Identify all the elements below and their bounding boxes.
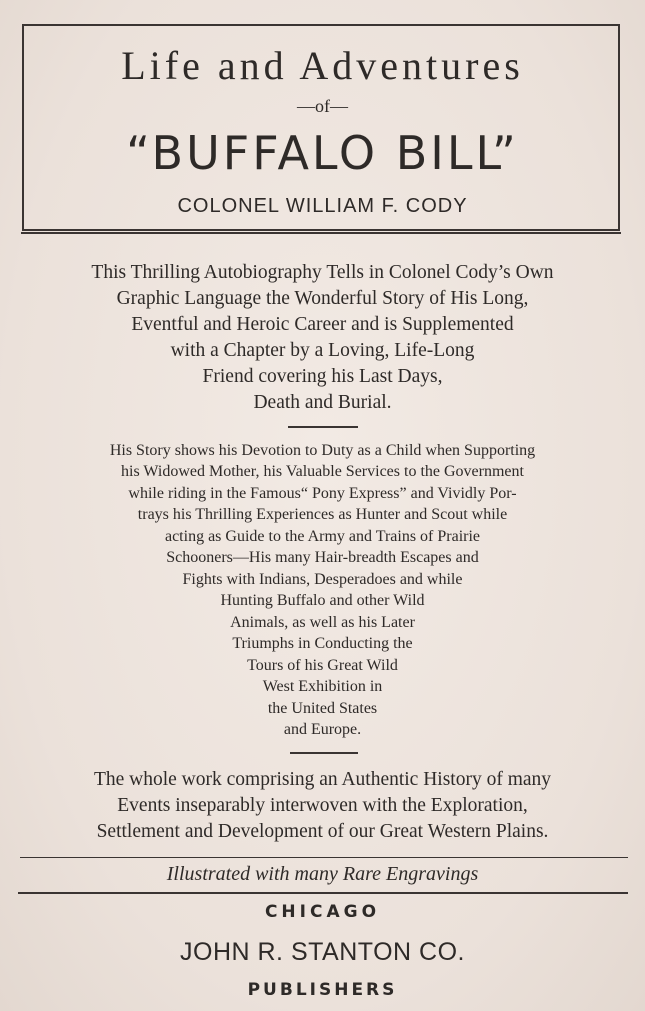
intro-line: Friend covering his Last Days, xyxy=(202,366,443,387)
story-line: and Europe. xyxy=(283,721,362,738)
story-line: Schooners—His many Hair-breadth Escapes and xyxy=(166,549,479,566)
publishers-label: PUBLISHERS xyxy=(247,980,398,1000)
short-divider xyxy=(288,426,358,428)
summary-line: Events inseparably interwoven with the Exploration, xyxy=(117,795,528,816)
story-line: West Exhibition in xyxy=(262,678,383,695)
short-divider xyxy=(290,752,358,754)
intro-line: Graphic Language the Wonderful Story of His Long, xyxy=(116,288,529,309)
intro-line: Death and Burial. xyxy=(253,392,392,413)
story-line: trays his Thrilling Experiences as Hunter and Scout while xyxy=(137,506,508,523)
title-life-and-adventures: Life and Adventures xyxy=(121,43,524,88)
story-line: Triumphs in Conducting the xyxy=(232,635,413,652)
illustrated-note: Illustrated with many Rare Engravings xyxy=(166,863,479,885)
story-line: the United States xyxy=(267,700,378,717)
publisher-name: JOHN R. STANTON CO. xyxy=(180,938,465,966)
city: CHICAGO xyxy=(264,902,381,922)
intro-line: This Thrilling Autobiography Tells in Colonel Cody’s Own xyxy=(91,262,554,283)
summary-line: Settlement and Development of our Great Western Plains. xyxy=(96,821,549,842)
summary-line: The whole work comprising an Authentic History of many xyxy=(93,769,552,790)
title-of: —of— xyxy=(297,96,348,116)
story-line: Hunting Buffalo and other Wild xyxy=(220,592,425,609)
divider-bottom xyxy=(18,892,628,894)
title-buffalo-bill: “BUFFALO BILL” xyxy=(126,126,519,180)
story-line: acting as Guide to the Army and Trains of Prairie xyxy=(164,528,481,545)
divider-top xyxy=(20,857,628,858)
story-line: Tours of his Great Wild xyxy=(247,657,398,674)
story-line: his Widowed Mother, his Valuable Services to the Government xyxy=(121,463,524,480)
story-line: Animals, as well as his Later xyxy=(230,614,415,631)
story-line: while riding in the Famous“ Pony Express” and Vividly Por- xyxy=(128,485,517,502)
intro-line: Eventful and Heroic Career and is Supplemented xyxy=(131,314,514,335)
story-line: Fights with Indians, Desperadoes and while xyxy=(182,571,463,588)
title-subtitle: COLONEL WILLIAM F. CODY xyxy=(177,195,468,217)
intro-line: with a Chapter by a Loving, Life-Long xyxy=(170,340,475,361)
story-line: His Story shows his Devotion to Duty as a Child when Supporting xyxy=(109,442,536,459)
